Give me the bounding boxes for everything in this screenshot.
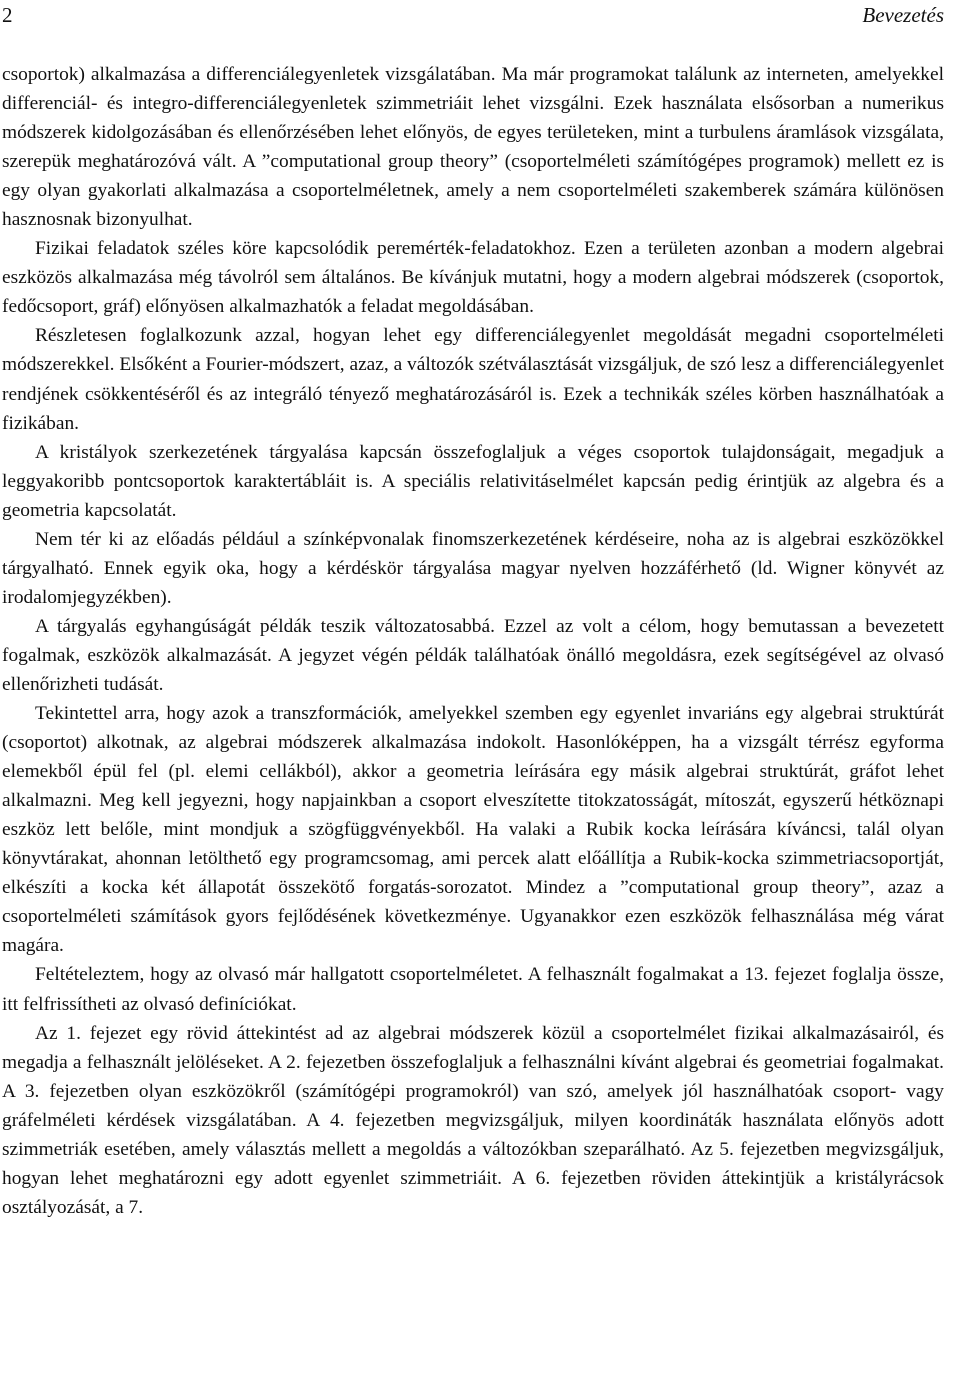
page-number: 2	[2, 3, 13, 27]
paragraph: Feltételeztem, hogy az olvasó már hallgatott csoportelméletet. A felhasznált fogalmakat a 13. fejezet foglalja össze, itt felfrissítheti az olvasó definíciókat.	[2, 964, 944, 1015]
paragraph: Fizikai feladatok széles köre kapcsolódik peremérték-feladatokhoz. Ezen a területen azonban a modern algebrai eszközös alkalmazása még távolról sem általános. Be kívánjuk mutatni, hogy a modern algebrai módszerek (csoportok, fedőcsoport, gráf) előnyösen alkalmazhatók a feladat megoldásában.	[2, 238, 944, 318]
paragraph: Részletesen foglalkozunk azzal, hogyan lehet egy differenciálegyenlet megoldását megadni csoportelméleti módszerekkel. Elsőként a Fourier-módszert, azaz, a változók szétválasztását vizsgáljuk, de szó lesz a differenciálegyenlet rendjének csökkentéséről és az integráló tényező meghatározásáról is. Ezek a technikák széles körben használhatóak a fizikában.	[2, 325, 944, 434]
running-head	[2, 1, 944, 29]
chapter-title: Bevezetés	[862, 3, 944, 27]
paragraph: A kristályok szerkezetének tárgyalása kapcsán összefoglaljuk a véges csoportok tulajdonságait, megadjuk a leggyakoribb pontcsoportok karaktertábláit is. A speciális relativitáselmélet kapcsán pedig érintjük az algebra és a geometria kapcsolatát.	[2, 441, 944, 521]
paragraph: Nem tér ki az előadás például a színképvonalak finomszerkezetének kérdéseire, noha az is algebrai eszközökkel tárgyalható. Ennek egyik oka, hogy a kérdéskör tárgyalása magyar nyelven hozzáférhető (ld. Wigner könyvét az irodalomjegyzékben).	[2, 528, 944, 608]
paragraph: Tekintettel arra, hogy azok a transzformációk, amelyekkel szemben egy egyenlet invariáns egy algebrai struktúrát (csoportot) alkotnak, az algebrai módszerek alkalmazása indokolt. Hasonlóképpen, ha a vizsgált térrész egyforma elemekből épül fel (pl. elemi cellákból), akkor a geometria leírására egy másik algebrai struktúrát, gráfot lehet alkalmazni. Meg kell jegyezni, hogy napjainkban a csoport elveszítette titokzatosságát, mítoszát, egyszerű hétköznapi eszköz lett belőle, mint mondjuk a szögfüggvényekből. Ha valaki a Rubik kocka leírására kíváncsi, talál olyan könyvtárakat, ahonnan letölthető egy programcsomag, ami percek alatt előállítja a Rubik-kocka szimmetriacsoportját, elkészíti a kocka két állapotát összekötő forgatás-sorozatot. Mindez a ”computational group theory”, azaz a csoportelméleti számítások gyors fejlődésének következménye. Ugyanakkor ezen eszközök felhasználása még várat magára.	[2, 703, 944, 957]
paragraph: Az 1. fejezet egy rövid áttekintést ad az algebrai módszerek közül a csoportelmélet fizikai alkalmazásairól, és megadja a felhasznált jelöléseket. A 2. fejezetben összefoglaljuk a felhasználni kívánt algebrai és geometriai fogalmakat. A 3. fejezetben olyan eszközökről (számítógépi programokról) van szó, amelyek jól használhatóak csoport- vagy gráfelméleti kérdések vizsgálatában. A 4. fejezetben megvizsgáljuk, milyen koordináták használata előnyös adott szimmetriák esetében, amely választás mellett a megoldás a változókban szeparálható. Az 5. fejezetben megvizsgáljuk, hogyan lehet meghatározni egy adott egyenlet szimmetriáit. A 6. fejezetben röviden áttekintjük a kristályrácsok osztályozását, a 7.	[2, 1022, 944, 1218]
body-text	[2, 60, 944, 1222]
paragraph-continued: csoportok) alkalmazása a differenciálegyenletek vizsgálatában. Ma már programokat találunk az interneten, amelyekkel differenciál- és integro-differenciálegyenletek szimmetriáit lehet vizsgálni. Ezek használata elsősorban a numerikus módszerek kidolgozásában és ellenőrzésében lehet előnyös, de egyes területeken, mint a turbulens áramlások vizsgálata, szerepük meghatározóvá vált. A ”computational group theory” (csoportelméleti számítógépes programok) mellett ez is egy olyan gyakorlati alkalmazása a csoportelméletnek, amely a nem csoportelméleti szakemberek számára különösen hasznosnak bizonyulhat.	[2, 64, 944, 231]
paragraph: A tárgyalás egyhangúságát példák teszik változatosabbá. Ezzel az volt a célom, hogy bemutassan a bevezetett fogalmak, eszközök alkalmazását. A jegyzet végén példák találhatóak önálló megoldásra, ezek segítségével az olvasó ellenőrizheti tudását.	[2, 615, 944, 695]
